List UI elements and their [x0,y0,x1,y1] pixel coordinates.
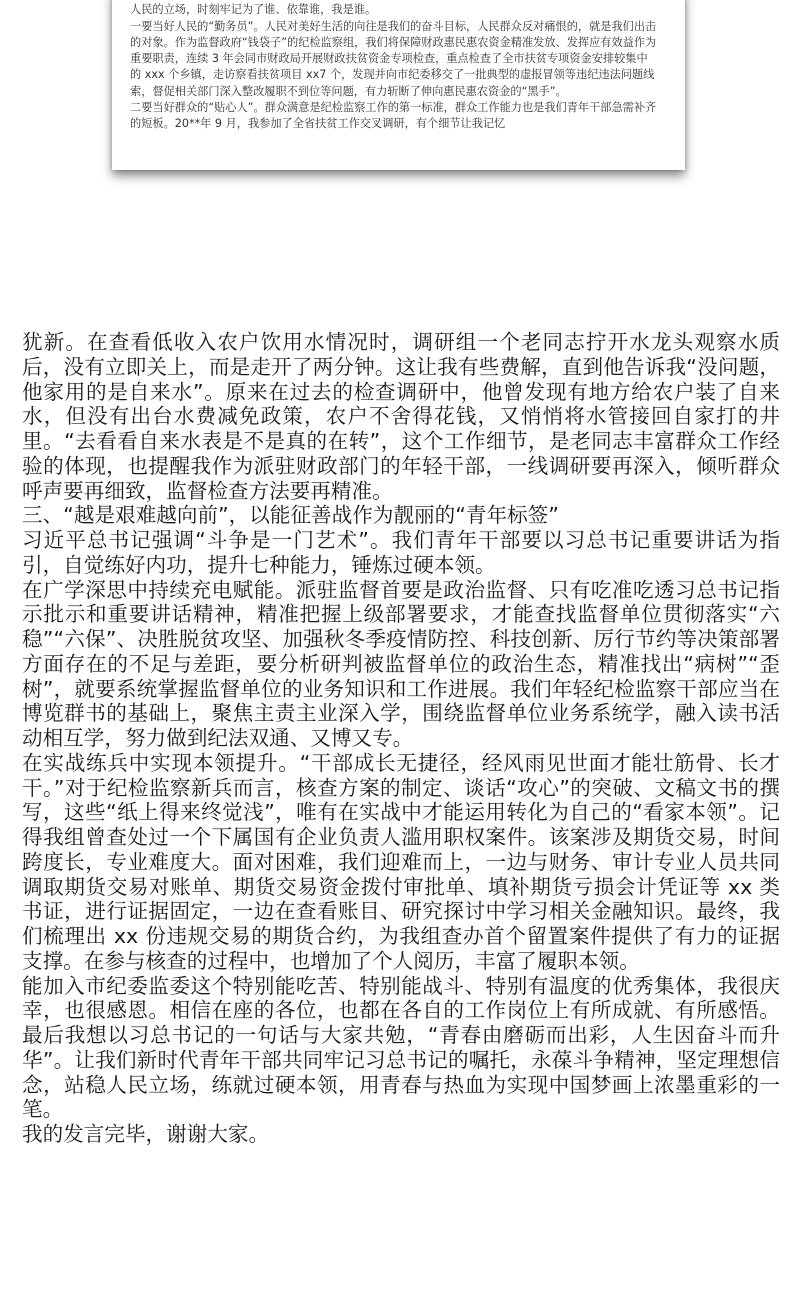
body-paragraph: 在实战练兵中实现本领提升。“干部成长无捷径，经风雨见世面才能壮筋骨、长才干。”对于纪检监察新兵而言，核查方案的制定、谈话“攻心”的突破、文稿文书的撰写，这些“纸上得来终觉浅”，唯有在实战中才能运用转化为自己的“看家本领”。记得我组曾查处过一个下属国有企业负责人滥用职权案件。该案涉及期货交易，时间跨度长，专业难度大。面对困难，我们迎难而上，一边与财务、审计专业人员共同调取期货交易对账单、期货交易资金拨付审批单、填补期货亏损会计凭证等 xx 类书证，进行证据固定，一边在查看账目、研究探讨中学习相关金融知识。最终，我们梳理出 xx 份违规交易的期货合约，为我组查办首个留置案件提供了有力的证据支撑。在参与核查的过程中，也增加了个人阅历，丰富了履职本领。 [22,750,780,973]
document-body [22,330,780,1147]
preview-paragraph: 一要当好人民的“勤务员”。人民对美好生活的向往是我们的奋斗目标，人民群众反对痛恨的，就是我们出击的对象。作为监督政府“钱袋子”的纪检监察组，我们将保障财政惠民惠农资金精准发放、发挥应有效益作为重要职责，连续 3 年会同市财政局开展财政扶贫资金专项检查，重点检查了全市扶贫专项资金安排较集中的 xxx 个乡镇，走访察看扶贫项目 xx7 个，发现并向市纪委移交了一批典型的虚报冒领等违纪违法问题线索，督促相关部门深入整改履职不到位等问题，有力斩断了伸向惠民惠农资金的“黑手”。 [130,19,657,98]
preview-text [130,0,658,133]
body-paragraph: 犹新。在查看低收入农户饮用水情况时，调研组一个老同志拧开水龙头观察水质后，没有立即关上，而是走开了两分钟。这让我有些费解，直到他告诉我“没问题，他家用的是自来水”。原来在过去的检查调研中，他曾发现有地方给农户装了自来水，但没有出台水费减免政策，农户不舍得花钱，又悄悄将水管接回自家打的井里。“去看看自来水表是不是真的在转”，这个工作细节，是老同志丰富群众工作经验的体现，也提醒我作为派驻财政部门的年轻干部，一线调研要再深入，倾听群众呼声要再细致，监督检查方法要再精准。 [22,330,780,503]
closing-line: 我的发言完毕，谢谢大家。 [22,1122,270,1146]
body-paragraph: 能加入市纪委监委这个特别能吃苦、特别能战斗、特别有温度的优秀集体，我很庆幸，也很感恩。相信在座的各位，也都在各自的工作岗位上有所成就、有所感悟。最后我想以习总书记的一句话与大家共勉，“青春由磨砺而出彩，人生因奋斗而升华”。让我们新时代青年干部共同牢记习总书记的嘱托，永葆斗争精神，坚定理想信念，站稳人民立场，练就过硬本领，用青春与热血为实现中国梦画上浓墨重彩的一笔。 [22,973,780,1122]
section-heading: 三、“越是艰难越向前”，以能征善战作为靓丽的“青年标签” [22,503,559,528]
document-preview-card [112,0,685,170]
preview-paragraph: 人民的立场，时刻牢记为了谁、依靠谁，我是谁。 [130,3,377,17]
preview-paragraph: 二要当好群众的“贴心人”。群众满意是纪检监察工作的第一标准，群众工作能力也是我们青年干部急需补齐的短板。20**年 9 月，我参加了全省扶贫工作交叉调研，有个细节让我记忆 [130,101,657,131]
body-paragraph: 在广学深思中持续充电赋能。派驻监督首要是政治监督、只有吃准吃透习总书记指示批示和重要讲话精神，精准把握上级部署要求，才能查找监督单位贯彻落实“六稳”“六保”、决胜脱贫攻坚、加强秋冬季疫情防控、科技创新、厉行节约等决策部署方面存在的不足与差距，要分析研判被监督单位的政治生态，精准找出“病树”“歪树”，就要系统掌握监督单位的业务知识和工作进展。我们年轻纪检监察干部应当在博览群书的基础上，聚焦主责主业深入学，围绕监督单位业务系统学，融入读书活动相互学，努力做到纪法双通、又博又专。 [22,577,780,750]
body-paragraph: 习近平总书记强调“斗争是一门艺术”。我们青年干部要以习总书记重要讲话为指引，自觉练好内功，提升七种能力，锤炼过硬本领。 [22,528,780,577]
